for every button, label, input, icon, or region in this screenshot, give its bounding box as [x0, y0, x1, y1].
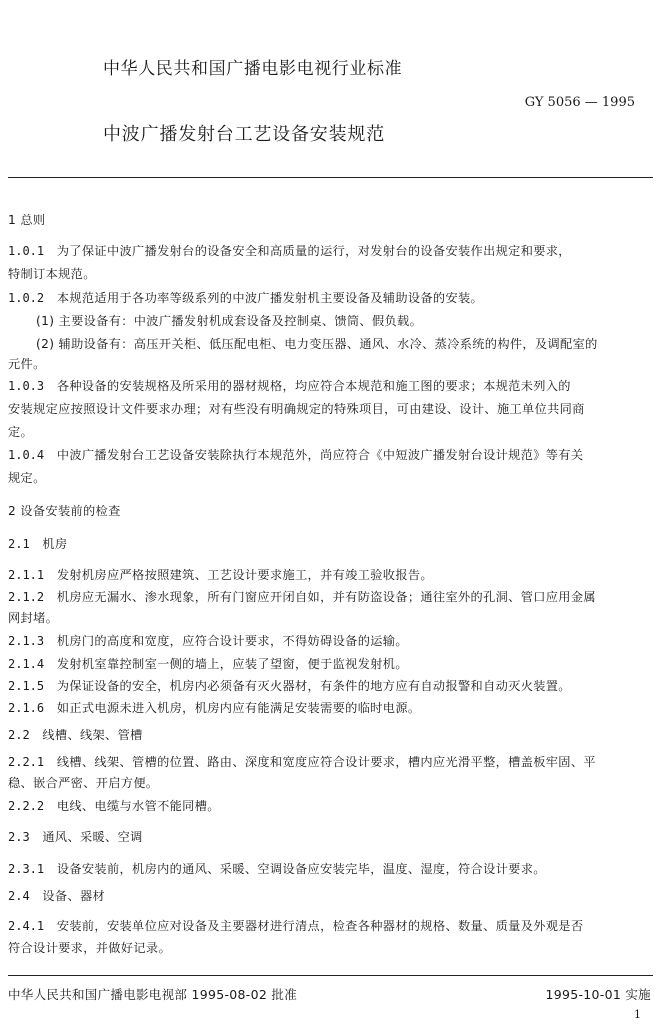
clause-1-0-1-cont: 特制订本规范。	[8, 267, 96, 281]
clause-1-0-4	[8, 447, 583, 463]
clause-2-1-5	[8, 678, 571, 694]
clause-number: 2.1.4	[8, 657, 45, 671]
clause-text: 机房门的高度和宽度，应符合设计要求，不得妨碍设备的运输。	[56, 634, 408, 648]
clause-text: 如正式电源未进入机房，机房内应有能满足安装需要的临时电源。	[56, 701, 421, 715]
subsection-number: 2.2	[8, 728, 30, 742]
clause-text: 为了保证中波广播发射台的设备安全和高质量的运行，对发射台的设备安装作出规定和要求，	[56, 244, 571, 258]
section-2-heading: 2 设备安装前的检查	[8, 504, 121, 518]
subsection-number: 2.4	[8, 889, 30, 903]
clause-text: 电线、电缆与水管不能同槽。	[56, 799, 220, 813]
header-divider	[8, 177, 653, 178]
page-number: 1	[634, 1008, 641, 1021]
clause-number: 2.2.2	[8, 799, 45, 813]
clause-2-1-2	[8, 589, 596, 605]
footer-divider	[8, 975, 653, 976]
clause-2-2-2	[8, 798, 220, 814]
clause-text: 发射机房应严格按照建筑、工艺设计要求施工，并有竣工验收报告。	[56, 568, 433, 582]
clause-text: 各种设备的安装规格及所采用的器材规格，均应符合本规范和施工图的要求；本规范未列入的	[56, 379, 571, 393]
clause-2-4-1-cont: 符合设计要求，并做好记录。	[8, 941, 171, 955]
clause-1-0-2-item-2: (2) 辅助设备有：高压开关柜、低压配电柜、电力变压器、通风、水冷、蒸冷系统的构件，及调配室的	[36, 337, 598, 351]
clause-text: 设备安装前，机房内的通风、采暖、空调设备应安装完毕，温度、湿度，符合设计要求。	[56, 862, 546, 876]
subsection-title: 通风、采暖、空调	[42, 830, 143, 844]
subsection-title: 线槽、线架、管槽	[42, 728, 143, 742]
clause-1-0-2-item-2-cont: 元件。	[8, 357, 46, 371]
clause-2-4-1	[8, 918, 583, 934]
clause-1-0-3	[8, 378, 571, 394]
subsection-2-1	[8, 536, 67, 552]
clause-number: 1.0.2	[8, 291, 45, 305]
clause-number: 1.0.1	[8, 244, 45, 258]
clause-2-1-4	[8, 656, 408, 672]
subsection-number: 2.1	[8, 537, 30, 551]
clause-number: 1.0.3	[8, 379, 45, 393]
clause-text: 机房应无漏水、渗水现象，所有门窗应开闭自如，并有防盗设备；通往室外的孔洞、管口应用金属	[56, 590, 596, 604]
clause-1-0-2-item-1: (1) 主要设备有：中波广播发射机成套设备及控制桌、馈筒、假负载。	[36, 314, 423, 328]
section-1-heading: 1 总则	[8, 213, 46, 227]
subsection-2-3	[8, 829, 143, 845]
subsection-number: 2.3	[8, 830, 30, 844]
clause-1-0-3-cont-1: 安装规定应按照设计文件要求办理；对有些没有明确规定的特殊项目，可由建设、设计、施工单位共同商	[8, 402, 585, 416]
clause-number: 2.1.3	[8, 634, 45, 648]
clause-number: 2.1.5	[8, 679, 45, 693]
clause-2-1-6	[8, 700, 420, 716]
clause-text: 为保证设备的安全，机房内必须备有灭火器材，有条件的地方应有自动报警和自动灭火装置。	[56, 679, 571, 693]
clause-2-2-1-cont: 稳、嵌合严密、开启方便。	[8, 776, 159, 790]
clause-number: 2.1.1	[8, 568, 45, 582]
standard-organization: 中华人民共和国广播电影电视行业标准	[103, 59, 403, 79]
clause-number: 2.4.1	[8, 919, 45, 933]
clause-1-0-3-cont-2: 定。	[8, 425, 34, 439]
clause-number: 2.3.1	[8, 862, 45, 876]
clause-number: 2.1.6	[8, 701, 45, 715]
clause-number: 2.1.2	[8, 590, 45, 604]
clause-2-1-1	[8, 567, 433, 583]
clause-1-0-2	[8, 290, 483, 306]
subsection-title: 机房	[42, 537, 68, 551]
subsection-title: 设备、器材	[42, 889, 106, 903]
clause-text: 中波广播发射台工艺设备安装除执行本规范外，尚应符合《中短波广播发射台设计规范》等有关	[56, 448, 584, 462]
clause-text: 安装前，安装单位应对设备及主要器材进行清点，检查各种器材的规格、数量、质量及外观是否	[56, 919, 584, 933]
document-title: 中波广播发射台工艺设备安装规范	[103, 124, 385, 145]
approval-statement: 中华人民共和国广播电影电视部 1995-08-02 批准	[8, 987, 297, 1002]
clause-1-0-1	[8, 243, 571, 259]
subsection-2-4	[8, 888, 105, 904]
clause-number: 1.0.4	[8, 448, 45, 462]
clause-number: 2.2.1	[8, 755, 45, 769]
clause-text: 发射机室靠控制室一侧的墙上，应装了望窗，便于监视发射机。	[56, 657, 408, 671]
clause-text: 线槽、线架、管槽的位置、路由、深度和宽度应符合设计要求，槽内应光滑平整，槽盖板牢固、平	[56, 755, 596, 769]
clause-1-0-4-cont: 规定。	[8, 471, 46, 485]
standard-code: GY 5056 — 1995	[524, 95, 635, 110]
clause-2-3-1	[8, 861, 546, 877]
clause-2-1-2-cont: 网封堵。	[8, 611, 59, 625]
clause-text: 本规范适用于各功率等级系列的中波广播发射机主要设备及辅助设备的安装。	[56, 291, 484, 305]
subsection-2-2	[8, 727, 143, 743]
clause-2-1-3	[8, 633, 408, 649]
implementation-date: 1995-10-01 实施	[545, 987, 651, 1002]
clause-2-2-1	[8, 754, 596, 770]
